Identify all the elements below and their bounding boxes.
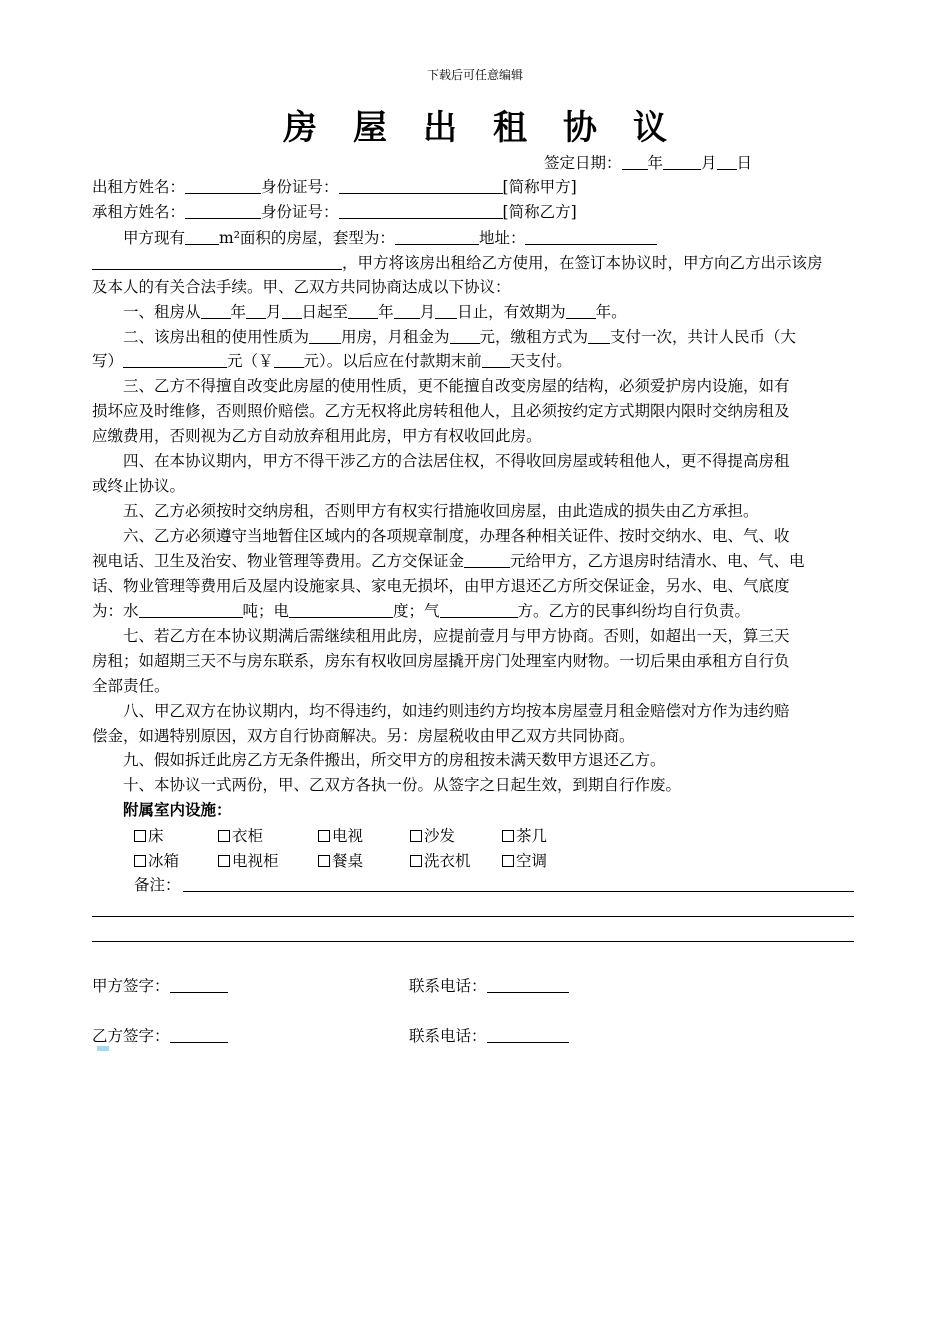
header-note: 下载后可任意编辑 (426, 68, 523, 82)
remarks-label: 备注： (134, 876, 181, 894)
cursor-mark (97, 1046, 109, 1051)
facility-checkbox-wardrobe[interactable]: 衣柜 (218, 824, 263, 846)
party-b-phone: 联系电话： (409, 1024, 569, 1048)
facility-checkbox-tea-table[interactable]: 茶几 (502, 824, 547, 846)
tenant-id-blank[interactable] (339, 202, 503, 219)
pay-method-blank[interactable] (588, 327, 610, 344)
clause-2-line-1: 二、该房出租的使用性质为 用房，月租金为 元，缴租方式为 支付一次，共计人民币（大 (123, 328, 797, 346)
intro-line-2: ，甲方将该房出租给乙方使用，在签订本协议时，甲方向乙方出示该房 (92, 251, 823, 275)
checkbox-icon (134, 855, 146, 867)
clause-4-line-1: 四、在本协议期内，甲方不得干涉乙方的合法居住权，不得收回房屋或转租他人，更不得提高房租 (123, 452, 790, 470)
clause-1: 一、租房从 年 月 日起至 年 月 日止，有效期为 年。 (123, 303, 627, 321)
party-b-signature: 乙方签字： (92, 1024, 228, 1048)
landlord-name-blank[interactable] (185, 177, 261, 194)
page-title: 房屋出租协议 (283, 108, 703, 148)
deposit-blank[interactable] (464, 551, 510, 568)
start-year-blank[interactable] (201, 302, 231, 319)
facility-checkbox-tv-cabinet[interactable]: 电视柜 (218, 849, 279, 871)
party-a-signature-blank[interactable] (170, 976, 228, 993)
water-reading-blank[interactable] (139, 601, 243, 618)
facilities-title: 附属室内设施： (123, 800, 232, 819)
clause-7-line-1: 七、若乙方在本协议期满后需继续租用此房，应提前壹月与甲方协商。否则，如超出一天，算三天 (123, 627, 790, 645)
amount-number-blank[interactable] (274, 351, 304, 368)
landlord-line: 出租方姓名： 身份证号： [简称甲方] (92, 178, 577, 196)
end-year-blank[interactable] (348, 302, 378, 319)
party-b-signature-blank[interactable] (170, 1026, 228, 1043)
clause-7-line-3: 全部责任。 (92, 677, 170, 695)
checkbox-icon (134, 830, 146, 842)
checkbox-icon (318, 830, 330, 842)
address-blank[interactable] (525, 228, 657, 245)
party-a-signature: 甲方签字： (92, 974, 228, 998)
clause-3-line-2: 损坏应及时维修，否则照价赔偿。乙方无权将此房转租他人，且必须按约定方式期限内限时交纳房租及 (92, 402, 790, 420)
remarks-line-3[interactable] (92, 941, 854, 942)
party-a-phone-blank[interactable] (487, 976, 569, 993)
clause-5: 五、乙方必须按时交纳房租，否则甲方有权实行措施收回房屋，由此造成的损失由乙方承担。 (123, 502, 759, 520)
checkbox-icon (218, 855, 230, 867)
area-blank[interactable] (185, 228, 219, 245)
term-blank[interactable] (566, 302, 596, 319)
checkbox-icon (410, 830, 422, 842)
date-month-blank[interactable] (663, 153, 701, 170)
facility-checkbox-bed[interactable]: 床 (134, 824, 164, 846)
intro-line-3: 及本人的有关合法手续。甲、乙双方共同协商达成以下协议： (92, 278, 511, 296)
party-a-phone: 联系电话： (409, 974, 569, 998)
address-blank-2[interactable] (92, 253, 342, 270)
sign-date: 签定日期： 年 月 日 (544, 154, 753, 172)
party-b-phone-blank[interactable] (487, 1026, 569, 1043)
clause-9: 九、假如拆迁此房乙方无条件搬出，所交甲方的房租按未满天数甲方退还乙方。 (123, 751, 666, 769)
gas-reading-blank[interactable] (440, 601, 518, 618)
facility-checkbox-fridge[interactable]: 冰箱 (134, 849, 179, 871)
checkbox-icon (218, 830, 230, 842)
facility-checkbox-tv[interactable]: 电视 (318, 824, 363, 846)
facility-checkbox-dining-table[interactable]: 餐桌 (318, 849, 363, 871)
rent-blank[interactable] (450, 327, 480, 344)
date-year-blank[interactable] (622, 153, 648, 170)
landlord-id-blank[interactable] (339, 177, 503, 194)
start-day-blank[interactable] (282, 302, 302, 319)
facility-checkbox-sofa[interactable]: 沙发 (410, 824, 455, 846)
end-month-blank[interactable] (394, 302, 420, 319)
clause-8-line-2: 偿金，如遇特别原因，双方自行协商解决。另：房屋税收由甲乙双方共同协商。 (92, 727, 635, 745)
clause-7-line-2: 房租；如超期三天不与房东联系，房东有权收回房屋撬开房门处理室内财物。一切后果由承租方自行负 (92, 652, 790, 670)
clause-3-line-3: 应缴费用，否则视为乙方自动放弃租用此房，甲方有权收回此房。 (92, 427, 542, 445)
clause-2-line-2: 写） 元（￥ 元）。以后应在付款期末前 天支付。 (92, 352, 572, 370)
facility-checkbox-ac[interactable]: 空调 (502, 849, 547, 871)
remarks-line-1[interactable] (183, 891, 854, 892)
checkbox-icon (318, 855, 330, 867)
clause-8-line-1: 八、甲乙双方在协议期内，均不得违约，如违约则违约方均按本房屋壹月租金赔偿对方作为违约赔 (123, 702, 790, 720)
checkbox-icon (502, 830, 514, 842)
facility-checkbox-washer[interactable]: 洗衣机 (410, 849, 471, 871)
clause-10: 十、本协议一式两份，甲、乙双方各执一份。从签字之日起生效，到期自行作废。 (123, 776, 682, 794)
clause-6-line-4: 为：水 吨；电 度；气 方。乙方的民事纠纷均自行负责。 (92, 602, 751, 620)
date-day-blank[interactable] (717, 153, 737, 170)
clause-6-line-1: 六、乙方必须遵守当地暂住区域内的各项规章制度，办理各种相关证件、按时交纳水、电、气、收 (123, 527, 790, 545)
remarks-line-2[interactable] (92, 916, 854, 917)
days-blank[interactable] (482, 351, 510, 368)
electric-reading-blank[interactable] (289, 601, 393, 618)
checkbox-icon (502, 855, 514, 867)
usage-blank[interactable] (309, 327, 341, 344)
start-month-blank[interactable] (246, 302, 266, 319)
checkbox-icon (410, 855, 422, 867)
intro-line-1: 甲方现有 m²面积的房屋，套型为： 地址： (123, 226, 657, 250)
clause-6-line-2: 视电话、卫生及治安、物业管理等费用。乙方交保证金 元给甲方，乙方退房时结清水、电、气、电 (92, 552, 805, 570)
tenant-line: 承租方姓名： 身份证号： [简称乙方] (92, 203, 577, 221)
clause-4-line-2: 或终止协议。 (92, 477, 186, 495)
layout-blank[interactable] (395, 228, 479, 245)
amount-words-blank[interactable] (123, 351, 227, 368)
clause-6-line-3: 话、物业管理等费用后及屋内设施家具、家电无损坏，由甲方退还乙方所交保证金，另水、电、气底度 (92, 577, 790, 595)
tenant-name-blank[interactable] (185, 202, 261, 219)
clause-3-line-1: 三、乙方不得擅自改变此房屋的使用性质，更不能擅自改变房屋的结构，必须爱护房内设施，如有 (123, 377, 790, 395)
end-day-blank[interactable] (435, 302, 457, 319)
